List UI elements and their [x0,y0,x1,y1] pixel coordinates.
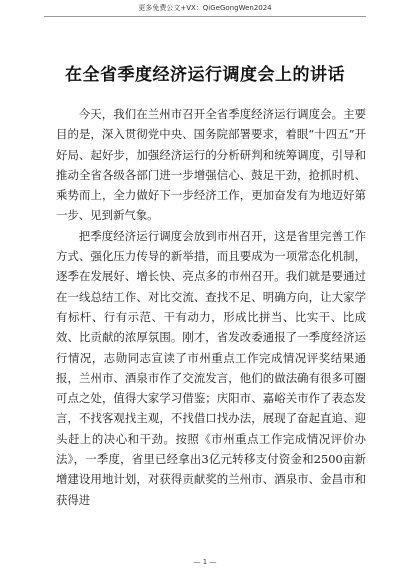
paragraph: 把季度经济运行调度会放到市州召开，这是省里完善工作方式、强化压力传导的新举措，而且要成为一项常态化机制，逐季在发展好、增长快、亮点多的市州召开。我们就是要通过在一线总结工作、对比交流、查找不足、明确方向，让大家学有标杆、行有示范、干有动力，形成比拼当、比实干、比成效、比贡献的浓厚氛围。刚才，省发改委通报了一季度经济运行情况，志勋同志宣读了市州重点工作完成情况评奖结果通报，兰州市、酒泉市作了交流发言，他们的做法确有很多可圈可点之处，值得大家学习借鉴；庆阳市、嘉峪关市作了表态发言，不找客观找主观，不找借口找办法，展现了奋起直追、迎头赶上的决心和干劲。按照《市州重点工作完成情况评价办法》，一季度，省里已经拿出3亿元转移支付资金和2500亩新增建设用地计划，对获得贡献奖的兰州市、酒泉市、金昌市和获得进 [56,228,366,507]
page-number: — 1 — [193,558,217,566]
document-body [56,104,366,510]
header-rule [44,16,366,17]
paragraph: 今天，我们在兰州市召开全省季度经济运行调度会。主要目的是，深入贯彻党中央、国务院部署要求，着眼“十四五”开好局、起好步，加强经济运行的分析研判和统筹调度，引导和推动全省各级各部门进一步增强信心、鼓足干劲，抢抓时机、乘势而上，全力做好下一步经济工作，更加奋发有为地迈好第一步、见到新气象。 [56,107,366,223]
page-header: 更多免费公文+VX：QiGeGongWen2024 [138,4,272,12]
document-title: 在全省季度经济运行调度会上的讲话 [65,65,345,85]
